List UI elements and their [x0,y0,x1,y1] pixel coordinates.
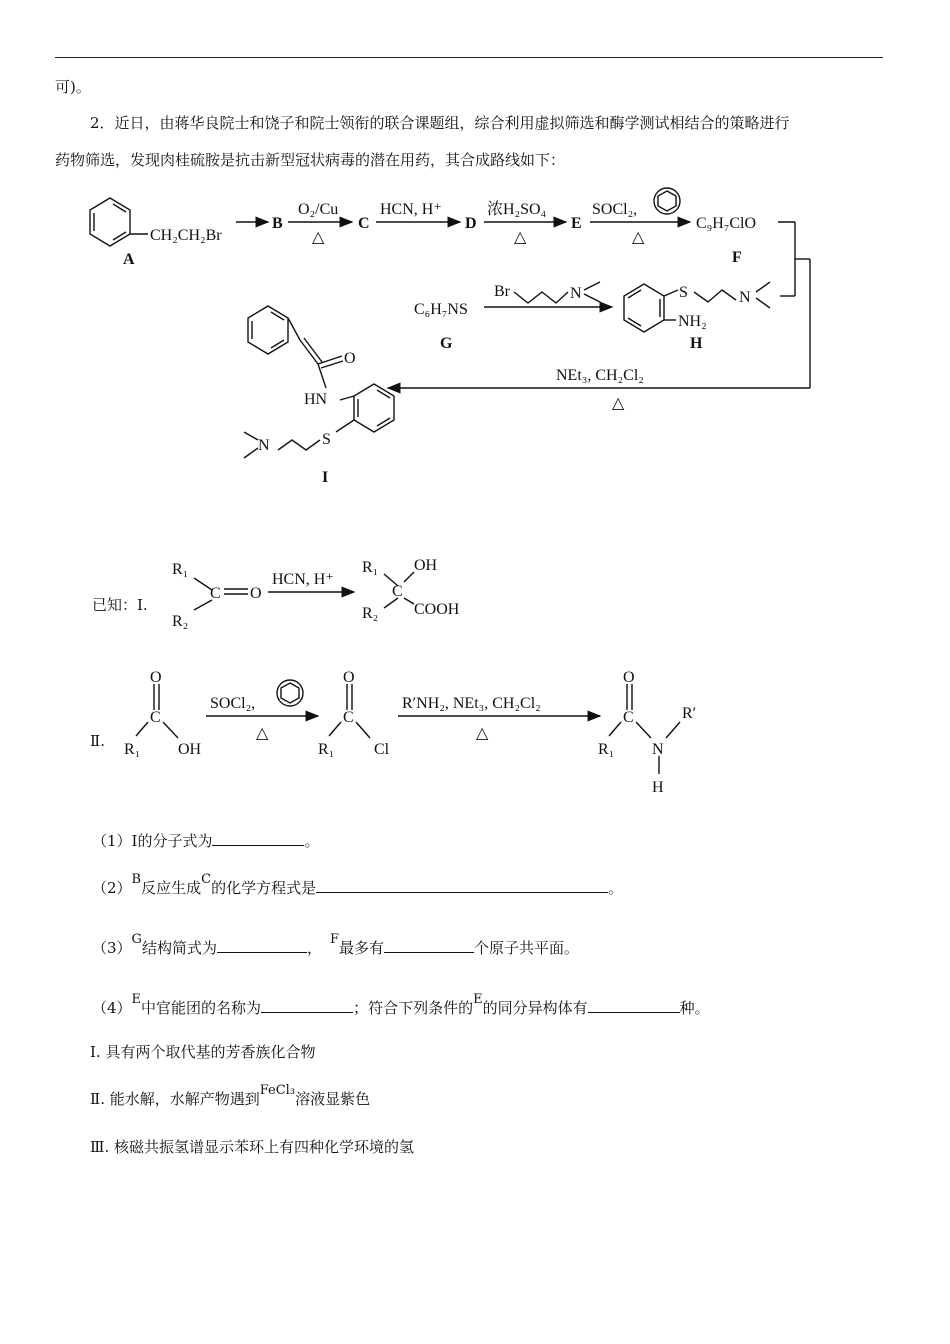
label-f: F [732,249,742,266]
known-ii-rprime: R′ [682,705,697,722]
arrow3-reagent: 浓H₂SO₄ [487,201,547,218]
reagent-br: Br [494,283,510,300]
q2-c: C [201,872,212,887]
g-formula: C₆H₇NS [414,301,468,318]
arrow3-delta: △ [514,229,527,246]
label-i: I [322,469,329,486]
known-ii-label: Ⅱ. [90,732,105,750]
known-ii-arrow1-reagent: SOCl₂, [210,695,256,712]
cond2-fecl3: FeCl₃ [259,1083,296,1098]
known-i-prod-cooh: COOH [414,601,460,618]
benzene-ring-a [90,198,148,246]
question-intro-line1: 2．近日，由蒋华良院士和饶子和院士领衔的联合课题组，综合利用虚拟筛选和酶学测试相结合的策略进行 [90,114,790,132]
i-nitrogen: N [258,437,270,454]
condition-2 [90,1083,371,1108]
q3-mid2: 最多有 [339,939,385,957]
subq-4 [92,992,710,1017]
arrow1-delta: △ [312,229,325,246]
label-b: B [272,215,283,232]
known-ii-oh: OH [178,741,202,758]
cond2-prefix: Ⅱ. 能水解，水解产物遇到 [90,1090,260,1108]
q1-suffix: 。 [304,832,320,850]
q4-mid: 中官能团的名称为 [141,999,262,1017]
q3-answer-blank-2[interactable] [384,938,474,953]
known-ii-h: H [652,779,664,796]
q4-e: E [131,992,142,1007]
known-ii-arrow2-delta: △ [476,725,489,742]
benzene-reagent-1 [654,188,680,214]
known-i-prod-c: C [392,583,403,600]
i-sulfur: S [322,431,331,448]
q2-after: 的化学方程式是 [211,879,317,897]
q2-prefix: （2） [92,879,132,897]
q2-suffix: 。 [608,879,624,897]
final-arrow-delta: △ [612,395,625,412]
cinnamoyl-structure-i [244,306,394,458]
label-h: H [690,335,703,352]
known-ii-o1: O [150,669,162,686]
q4-prefix: （4） [92,999,132,1017]
q2-b: B [131,872,142,887]
q3-suffix: 个原子共平面。 [474,939,580,957]
h-nh2: NH₂ [678,313,707,330]
q2-mid: 反应生成 [141,879,202,897]
q4-e2: E [473,992,483,1007]
q4-suffix: 种。 [679,999,710,1017]
question-intro-line2: 药物筛选，发现肉桂硫胺是抗击新型冠状病毒的潜在用药，其合成路线如下： [55,151,566,169]
label-a: A [123,251,135,268]
known-i-r1: R₁ [172,561,189,578]
q3-mid: 结构简式为 [141,939,217,957]
q2-answer-blank[interactable] [316,878,608,893]
subq-3 [92,932,580,957]
header-fragment: 可)。 [55,78,91,96]
known-i-r2: R₂ [172,613,189,630]
known-i-prod-r2: R₂ [362,605,379,622]
known-ii-c1: C [150,709,161,726]
label-e: E [571,215,582,232]
known-ii-r1a: R₁ [124,741,141,758]
known-i-o: O [250,585,262,602]
h-sulfur: S [679,284,688,301]
arrow4-delta: △ [632,229,645,246]
known-ii-arrow2-reagent: R′NH₂, NEt₃, CH₂Cl₂ [402,695,541,712]
known-ii-r1b: R₁ [318,741,335,758]
a-substituent: CH₂CH₂Br [150,227,222,244]
subq-1 [92,831,320,849]
known-ii-c3: C [623,709,634,726]
arrow4-reagent: SOCl₂, [592,201,638,218]
q4-mid2: ；符合下列条件的 [353,999,474,1017]
label-c: C [358,215,370,232]
known-ii-o2: O [343,669,355,686]
known-i-c: C [210,585,221,602]
i-hn: HN [304,391,328,408]
condition-3: Ⅲ. 核磁共振氢谱显示苯环上有四种化学环境的氢 [90,1138,415,1156]
q3-g: G [131,932,142,947]
reagent-n: N [570,285,582,302]
q4-mid3: 的同分异构体有 [482,999,588,1017]
known-ii-cl: Cl [374,741,390,758]
h-nitrogen: N [739,289,751,306]
f-formula: C₉H₇ClO [696,215,757,232]
arrow2-reagent: HCN, H⁺ [380,201,442,218]
label-g: G [440,335,453,352]
q4-answer-blank-1[interactable] [261,998,353,1013]
known-ii-r1c: R₁ [598,741,615,758]
known-i-prod-r1: R₁ [362,559,379,576]
known-ii-n: N [652,741,664,758]
condition-1: Ⅰ. 具有两个取代基的芳香族化合物 [90,1043,316,1061]
cond2-suffix: 溶液显紫色 [295,1090,371,1108]
known-ii-o3: O [623,669,635,686]
known-ii-arrow1-delta: △ [256,725,269,742]
arrow1-reagent: O₂/Cu [298,201,339,218]
known-i-arrow-reagent: HCN, H⁺ [272,571,334,588]
label-d: D [465,215,477,232]
q3-answer-blank-1[interactable] [217,938,307,953]
final-arrow-reagent: NEt₃, CH₂Cl₂ [556,367,644,384]
q3-f: F [329,932,339,947]
q3-prefix: （3） [92,939,132,957]
i-oxygen: O [344,350,356,367]
q1-answer-blank[interactable] [212,831,304,846]
q4-answer-blank-2[interactable] [588,998,680,1013]
known-i-prod-oh: OH [414,557,438,574]
q1-prefix: （1）Ⅰ的分子式为 [92,832,213,850]
known-prefix: 已知：Ⅰ. [92,596,148,614]
subq-2 [92,872,624,897]
q3-comma: ， [306,939,322,957]
known-ii-c2: C [343,709,354,726]
